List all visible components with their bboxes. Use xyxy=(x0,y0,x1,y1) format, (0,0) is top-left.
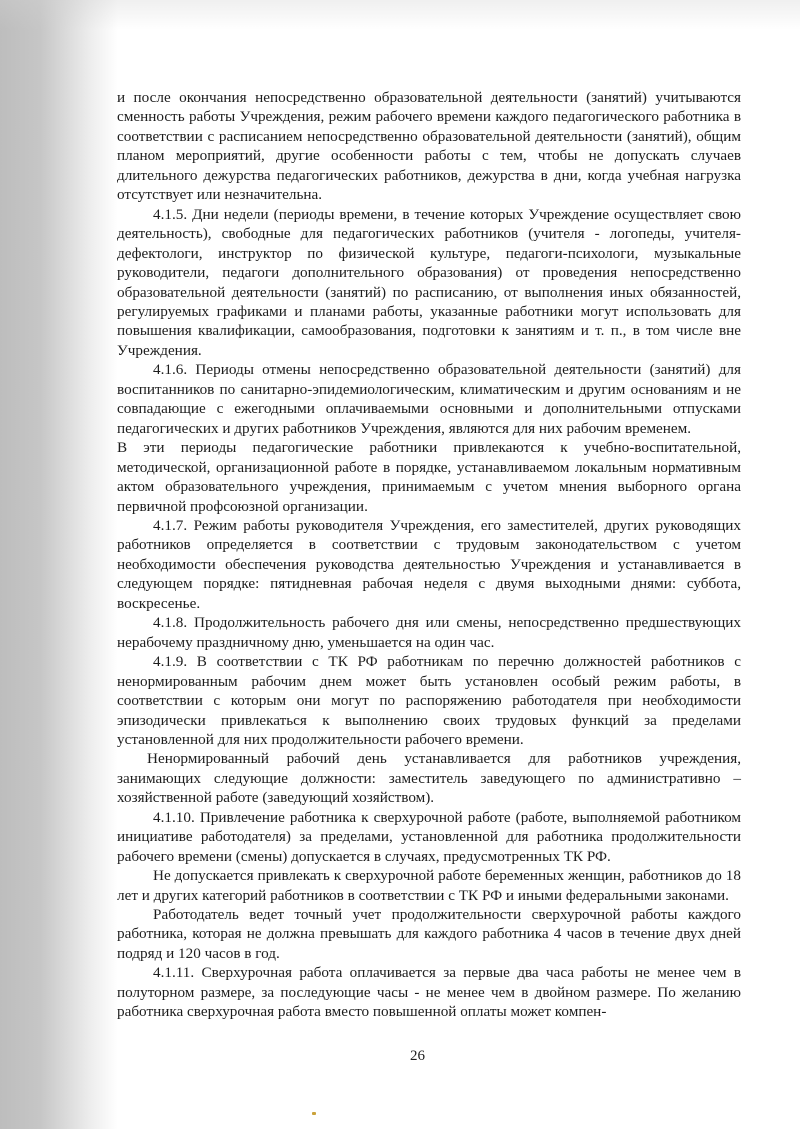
document-page xyxy=(117,88,741,1022)
paragraph-4-1-6: 4.1.6. Периоды отмены непосредственно образовательной деятельности (занятий) для воспитанников по санитарно-эпидемиологическим, климатическим и другим основаниям и не совпадающие с ежегодными оплачиваемыми основными и дополнительными отпусками педагогических и других работников Учреждения, являются для них рабочим временем. xyxy=(117,361,741,437)
paragraph-4-1-9: 4.1.9. В соответствии с ТК РФ работникам по перечню должностей работников с ненормированным рабочим днем может быть установлен особый режим работы, в соответствии с которым они могут по распоряжению работодателя при необходимости эпизодически привлекаться к выполнению своих трудовых функций за пределами установленной для них продолжительности рабочего времени. xyxy=(117,653,741,748)
page-number: 26 xyxy=(410,1048,425,1064)
paragraph-4-1-11: 4.1.11. Сверхурочная работа оплачивается за первые два часа работы не менее чем в полуторном размере, за последующие часы - не менее чем в двойном размере. По желанию работника сверхурочная работа вместо повышенной оплаты может компен- xyxy=(117,964,741,1021)
paragraph-4-1-7: 4.1.7. Режим работы руководителя Учреждения, его заместителей, других руководящих работников определяется в соответствии с трудовым законодательством с учетом необходимости обеспечения руководства деятельностью Учреждения и устанавливается в следующем порядке: пятидневная рабочая неделя с двумя выходными днями: суббота, воскресенье. xyxy=(117,516,741,612)
scan-top-shade xyxy=(0,0,800,30)
paragraph-4-1-5: 4.1.5. Дни недели (периоды времени, в течение которых Учреждение осуществляет свою деятельность), свободные для педагогических работников (учителя - логопеды, учителя-дефектологи, инструктор по физической культуре, педагоги-психологи, музыкальные руководители, педагоги дополнительного образования) от проведения непосредственно образовательной деятельности (занятий) по расписанию, от выполнения иных обязанностей, регулируемых графиками и планами работы, указанные работники могут использовать для повышения квалификации, самообразования, подготовки к занятиям и т. п., в том числе вне Учреждения. xyxy=(117,205,741,359)
paragraph-overtime-accounting: Работодатель ведет точный учет продолжительности сверхурочной работы каждого работника, которая не должна превышать для каждого работника 4 часов в течение двух дней подряд и 120 часов в год. xyxy=(117,906,741,962)
paragraph-4-1-8: 4.1.8. Продолжительность рабочего дня или смены, непосредственно предшествующих нерабочему праздничному дню, уменьшается на один час. xyxy=(117,614,741,651)
paragraph-4-1-6-periods: В эти периоды педагогические работники привлекаются к учебно-воспитательной, методической, организационной работе в порядке, устанавливаемом локальным нормативным актом образовательного учреждения, принимаемым с учетом мнения выборного органа первичной профсоюзной организации. xyxy=(117,439,741,515)
scan-speck xyxy=(312,1112,316,1115)
paragraph-4-1-10: 4.1.10. Привлечение работника к сверхурочной работе (работе, выполняемой работником инициативе работодателя) за пределами, установленной для работника продолжительности рабочего времени (смены) допускается в случаях, предусмотренных ТК РФ. xyxy=(117,808,741,865)
scan-edge-shadow xyxy=(0,0,118,1129)
paragraph-overtime-restrictions: Не допускается привлекать к сверхурочной работе беременных женщин, работников до 18 лет и других категорий работников в соответствии с ТК РФ и иными федеральными законами. xyxy=(117,867,741,904)
paragraph-continuation: и после окончания непосредственно образовательной деятельности (занятий) учитываются сменность работы Учреждения, режим рабочего времени каждого педагогического работника в соответствии с расписанием непосредственно образовательной деятельности (занятий), общим планом мероприятий, другие особенности работы с тем, чтобы не допускать случаев длительного дежурства педагогических работников, дежурства в дни, когда учебная нагрузка отсутствует или незначительна. xyxy=(117,89,741,204)
paragraph-irregular-workday: Ненормированный рабочий день устанавливается для работников учреждения, занимающих следующие должности: заместитель заведующего по административно – хозяйственной работе (заведующий хозяйством). xyxy=(117,750,741,807)
